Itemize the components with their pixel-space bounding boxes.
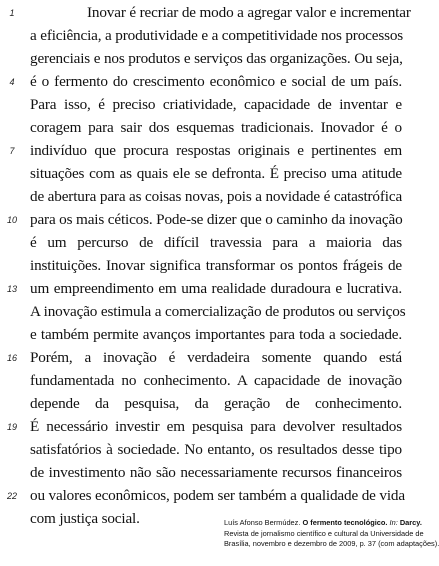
source-citation bbox=[224, 518, 439, 550]
text-line-13 bbox=[0, 277, 406, 300]
paragraph-line: É necessário investir em pesquisa para devolver resultados bbox=[30, 418, 402, 435]
text-line-3 bbox=[0, 47, 406, 70]
text-line-14 bbox=[0, 300, 406, 323]
paragraph-line: é o fermento do crescimento econômico e social de um país. bbox=[30, 73, 402, 90]
citation-line-2: Revista de jornalismo científico e cultural da Universidade de bbox=[224, 528, 424, 538]
paragraph-line: e também permite avanços importantes para toda a sociedade. bbox=[30, 326, 402, 343]
text-line-5 bbox=[0, 93, 406, 116]
text-line-22 bbox=[0, 484, 406, 507]
text-line-12 bbox=[0, 254, 406, 277]
paragraph-line: indivíduo que procura respostas originais e pertinentes em bbox=[30, 142, 402, 159]
paragraph-line: depende da pesquisa, da geração de conhecimento. bbox=[30, 395, 402, 412]
paragraph-line: a eficiência, a produtividade e a competitividade nos processos bbox=[30, 27, 404, 44]
citation-line-3: Brasília, novembro e dezembro de 2009, p. 37 (com adaptações). bbox=[224, 539, 439, 549]
paragraph-line: com justiça social. bbox=[30, 510, 140, 527]
text-line-11 bbox=[0, 231, 406, 254]
paragraph-line: de abertura para as coisas novas, pois a novidade é catastrófica bbox=[30, 188, 403, 205]
paragraph-line: Para isso, é preciso criatividade, capacidade de inventar e bbox=[30, 96, 402, 113]
citation-author: Luís Afonso Bermúdez. bbox=[224, 518, 301, 527]
line-number: 10 bbox=[6, 215, 17, 225]
line-number: 4 bbox=[9, 77, 15, 87]
paragraph-line: A inovação estimula a comercialização de produtos ou serviços bbox=[30, 303, 406, 320]
paragraph-line: instituições. Inovar significa transformar os pontos frágeis de bbox=[30, 257, 402, 274]
text-line-17 bbox=[0, 369, 406, 392]
paragraph-line: ou valores econômicos, podem ser também a qualidade de vida bbox=[30, 487, 405, 504]
text-line-6 bbox=[0, 116, 406, 139]
paragraph-line: Inovar é recriar de modo a agregar valor e incrementar bbox=[87, 4, 411, 21]
citation-in: In: bbox=[389, 518, 398, 527]
citation-journal: Darcy. bbox=[399, 518, 422, 527]
line-number: 19 bbox=[6, 422, 17, 432]
paragraph-line: fundamentada no conhecimento. A capacidade de inovação bbox=[30, 372, 402, 389]
text-line-7 bbox=[0, 139, 406, 162]
paragraph-line: gerenciais e nos produtos e serviços das organizações. Ou seja, bbox=[30, 50, 403, 67]
text-line-2 bbox=[0, 24, 406, 47]
text-line-19 bbox=[0, 415, 406, 438]
paragraph-line: um empreendimento em uma realidade duradoura e lucrativa. bbox=[30, 280, 402, 297]
paragraph-line: situações com as quais ele se defronta. É preciso uma atitude bbox=[30, 165, 402, 182]
text-line-21 bbox=[0, 461, 406, 484]
text-line-18 bbox=[0, 392, 406, 415]
paragraph-line: satisfatórios à sociedade. No entanto, os resultados desse tipo bbox=[30, 441, 402, 458]
text-line-16 bbox=[0, 346, 406, 369]
paragraph-line: de investimento não são necessariamente recursos financeiros bbox=[30, 464, 402, 481]
line-number: 22 bbox=[6, 491, 17, 501]
paragraph-line: Porém, a inovação é verdadeira somente quando está bbox=[30, 349, 402, 366]
line-number: 13 bbox=[6, 284, 17, 294]
line-number: 1 bbox=[9, 8, 15, 18]
text-line-10 bbox=[0, 208, 406, 231]
text-line-15 bbox=[0, 323, 406, 346]
text-line-20 bbox=[0, 438, 406, 461]
paragraph-line: coragem para sair dos esquemas tradicionais. Inovador é o bbox=[30, 119, 402, 136]
text-line-9 bbox=[0, 185, 406, 208]
text-line-4 bbox=[0, 70, 406, 93]
text-line-8 bbox=[0, 162, 406, 185]
paragraph-line: para os mais céticos. Pode-se dizer que o caminho da inovação bbox=[30, 211, 403, 228]
citation-title: O fermento tecnológico. bbox=[302, 518, 388, 527]
line-number: 16 bbox=[6, 353, 17, 363]
line-number: 7 bbox=[9, 146, 15, 156]
text-line-1 bbox=[0, 1, 411, 24]
citation-line-1 bbox=[224, 518, 422, 529]
paragraph-line: é um percurso de difícil travessia para a maioria das bbox=[30, 234, 402, 251]
